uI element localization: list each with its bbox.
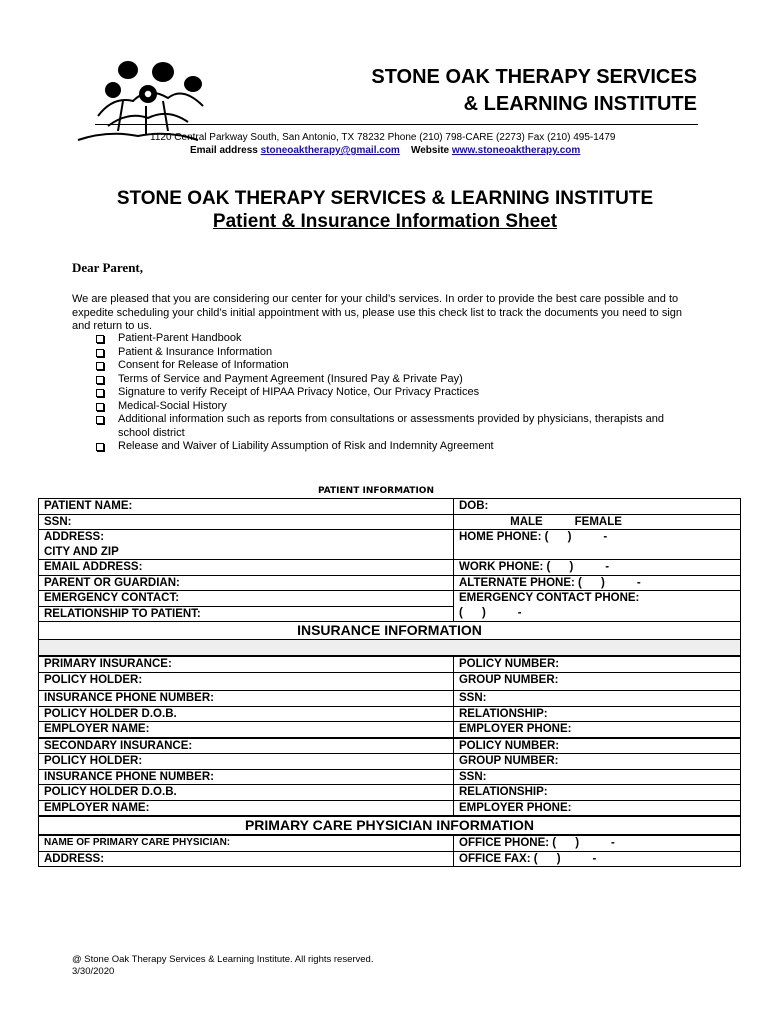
- intro-paragraph: We are pleased that you are considering our center for your child’s services. In order to provide the best care possible and to expedite scheduling your child’s initial appointment with us, please use this check list to track the documents you need to sign and return to us.: [72, 293, 683, 333]
- patient-info-heading: PATIENT INFORMATION: [318, 486, 434, 496]
- org-name-line2: & LEARNING INSTITUTE: [463, 93, 697, 115]
- field-label[interactable]: POLICY NUMBER:: [454, 656, 741, 672]
- form-row: [39, 672, 741, 691]
- email-label: Email address: [190, 145, 258, 156]
- org-name-line1: STONE OAK THERAPY SERVICES: [371, 66, 697, 88]
- greeting: Dear Parent,: [72, 260, 143, 275]
- patient-section: [39, 499, 741, 622]
- website-link[interactable]: www.stoneoaktherapy.com: [451, 145, 581, 156]
- field-label[interactable]: POLICY HOLDER:: [39, 754, 454, 770]
- field-label[interactable]: EMERGENCY CONTACT PHONE:: [454, 591, 741, 607]
- field-label[interactable]: EMPLOYER NAME:: [39, 722, 454, 738]
- form-row: [39, 575, 741, 591]
- checkbox-icon[interactable]: [96, 443, 104, 451]
- physician-info-heading: PRIMARY CARE PHYSICIAN INFORMATION: [39, 816, 741, 835]
- field-label[interactable]: POLICY HOLDER D.O.B.: [39, 706, 454, 722]
- field-label[interactable]: EMPLOYER NAME:: [39, 800, 454, 816]
- field-label[interactable]: OFFICE PHONE: ( ) -: [454, 835, 741, 851]
- field-label[interactable]: SSN:: [454, 769, 741, 785]
- field-label[interactable]: POLICY HOLDER D.O.B.: [39, 785, 454, 801]
- form-row: [39, 545, 741, 560]
- checkbox-icon[interactable]: [96, 335, 104, 343]
- physician-section: [39, 816, 741, 867]
- header-divider: [95, 124, 698, 125]
- form-row: [39, 800, 741, 816]
- checkbox-icon[interactable]: [96, 416, 104, 424]
- checklist-item[interactable]: Additional information such as reports from consultations or assessments provided by physicians, therapists and school district: [96, 413, 696, 440]
- contact-email-website: [190, 145, 580, 156]
- website-label: Website: [410, 145, 450, 156]
- field-label[interactable]: EMAIL ADDRESS:: [39, 560, 454, 576]
- field-label[interactable]: POLICY HOLDER:: [39, 672, 454, 691]
- field-label[interactable]: SSN:: [454, 691, 741, 707]
- field-label[interactable]: RELATIONSHIP:: [454, 785, 741, 801]
- field-label[interactable]: ( ) -: [454, 606, 741, 622]
- copyright-text: @ Stone Oak Therapy Services & Learning Institute. All rights reserved.: [72, 954, 374, 965]
- form-row: [39, 706, 741, 722]
- checklist-item[interactable]: Patient-Parent Handbook: [96, 332, 696, 346]
- field-label[interactable]: EMPLOYER PHONE:: [454, 800, 741, 816]
- field-label[interactable]: NAME OF PRIMARY CARE PHYSICIAN:: [39, 835, 454, 851]
- form-row: [39, 656, 741, 672]
- field-label[interactable]: SSN:: [39, 514, 454, 530]
- form-row: [39, 754, 741, 770]
- field-label[interactable]: INSURANCE PHONE NUMBER:: [39, 691, 454, 707]
- field-label[interactable]: PATIENT NAME:: [39, 499, 454, 515]
- checkbox-icon[interactable]: [96, 376, 104, 384]
- field-label[interactable]: WORK PHONE: ( ) -: [454, 560, 741, 576]
- field-label[interactable]: GROUP NUMBER:: [454, 672, 741, 691]
- email-link[interactable]: stoneoaktherapy@gmail.com: [260, 145, 400, 156]
- field-label[interactable]: DOB:: [454, 499, 741, 515]
- form-row: [39, 560, 741, 576]
- gender-field[interactable]: MALE FEMALE: [454, 514, 741, 530]
- checkbox-icon[interactable]: [96, 403, 104, 411]
- checklist-item[interactable]: Signature to verify Receipt of HIPAA Privacy Notice, Our Privacy Practices: [96, 386, 696, 400]
- document-checklist: [96, 332, 696, 454]
- field-label[interactable]: INSURANCE PHONE NUMBER:: [39, 769, 454, 785]
- field-label[interactable]: ADDRESS:: [39, 530, 454, 545]
- information-form: [38, 498, 741, 867]
- checkbox-icon[interactable]: [96, 349, 104, 357]
- field-label[interactable]: RELATIONSHIP:: [454, 706, 741, 722]
- field-label[interactable]: RELATIONSHIP TO PATIENT:: [39, 606, 454, 622]
- field-label[interactable]: PARENT OR GUARDIAN:: [39, 575, 454, 591]
- form-row: [39, 499, 741, 515]
- form-row: [39, 530, 741, 545]
- field-label[interactable]: EMPLOYER PHONE:: [454, 722, 741, 738]
- insurance-section: [39, 622, 741, 817]
- checklist-item[interactable]: Terms of Service and Payment Agreement (Insured Pay & Private Pay): [96, 373, 696, 387]
- checklist-item[interactable]: Release and Waiver of Liability Assumption of Risk and Indemnity Agreement: [96, 440, 696, 454]
- field-label[interactable]: OFFICE FAX: ( ) -: [454, 851, 741, 867]
- footer: [72, 954, 373, 977]
- spacer-row: [39, 640, 741, 657]
- form-row: [39, 769, 741, 785]
- field-label[interactable]: EMERGENCY CONTACT:: [39, 591, 454, 607]
- form-row: [39, 785, 741, 801]
- form-row: [39, 691, 741, 707]
- checkbox-icon[interactable]: [96, 362, 104, 370]
- checklist-item[interactable]: Medical-Social History: [96, 400, 696, 414]
- field-label[interactable]: [454, 545, 741, 560]
- field-label[interactable]: PRIMARY INSURANCE:: [39, 656, 454, 672]
- form-row: [39, 851, 741, 867]
- field-label[interactable]: ADDRESS:: [39, 851, 454, 867]
- field-label[interactable]: GROUP NUMBER:: [454, 754, 741, 770]
- contact-address: 1120 Central Parkway South, San Antonio, TX 78232 Phone (210) 798-CARE (2273) Fax (210) 495-1479: [150, 132, 616, 143]
- insurance-info-heading: INSURANCE INFORMATION: [39, 622, 741, 640]
- field-label[interactable]: SECONDARY INSURANCE:: [39, 738, 454, 754]
- document-title: STONE OAK THERAPY SERVICES & LEARNING INSTITUTE: [116, 188, 654, 209]
- form-row: [39, 514, 741, 530]
- document-subtitle: Patient & Insurance Information Sheet: [212, 211, 558, 232]
- form-row: [39, 835, 741, 851]
- field-label[interactable]: ALTERNATE PHONE: ( ) -: [454, 575, 741, 591]
- form-row: [39, 722, 741, 738]
- checkbox-icon[interactable]: [96, 389, 104, 397]
- form-row: [39, 606, 741, 622]
- revision-date: 3/30/2020: [72, 965, 115, 977]
- form-row: [39, 591, 741, 607]
- checklist-item[interactable]: Patient & Insurance Information: [96, 346, 696, 360]
- checklist-item[interactable]: Consent for Release of Information: [96, 359, 696, 373]
- field-label[interactable]: POLICY NUMBER:: [454, 738, 741, 754]
- field-label[interactable]: HOME PHONE: ( ) -: [454, 530, 741, 545]
- field-label[interactable]: CITY AND ZIP: [39, 545, 454, 560]
- form-row: [39, 738, 741, 754]
